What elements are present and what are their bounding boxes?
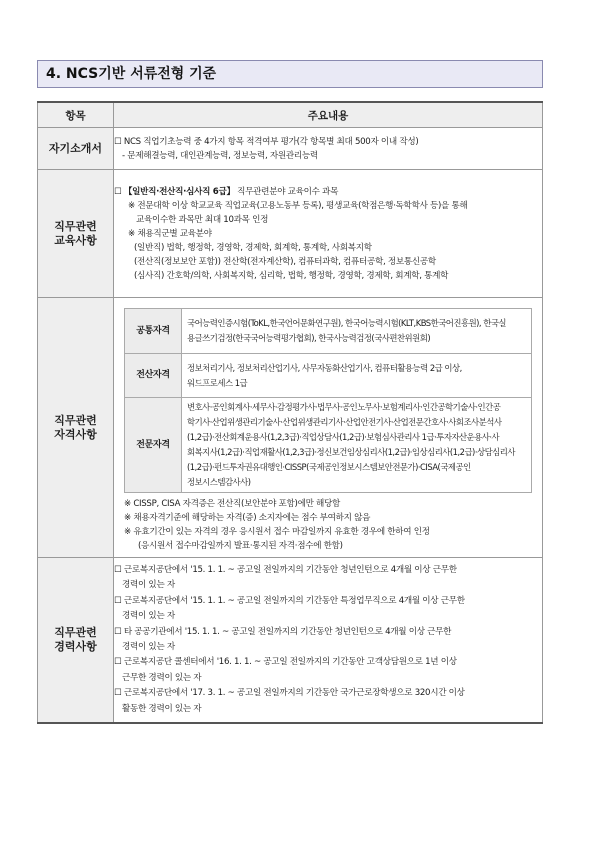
note-line: (응시원서 접수마감일까지 발표·통지된 자격·점수에 한함) [138,541,343,551]
text-line: ☐ 근로복지공단에서 '17. 3. 1. ~ 공고일 전일까지의 기간동안 국가근로장학생으로 320시간 이상 [114,688,465,699]
text-line: (1,2급)·전산회계운용사(1,2,3급)·직업상담사(1,2급)·보험심사관리사 1급·투자자산운용사·사 [187,432,500,442]
text-line: 정보시스템감사사) [187,477,251,487]
table-header-row [38,102,543,128]
label-line: 직무관련 [54,219,97,233]
label-line: 교육사항 [54,233,97,247]
text-line: 회복지사(1,2급)·직업재활사(1,2,3급)·정신보건임상심리사(1,2급)·임상심리사(1,2급)·상담심리사 [187,447,515,457]
text-line: ☐ NCS 직업기초능력 중 4가지 항목 적격여부 평가(각 항목별 최대 500자 이내 작성) [114,136,419,147]
row-self-intro [38,128,543,170]
label-line: 경력사항 [54,640,97,654]
cell-professional [182,398,532,493]
cell-it [182,354,532,398]
subrow-professional [125,398,532,493]
section-title: 4. NCS기반 서류전형 기준 [37,60,543,88]
text-line: ☐ 근로복지공단 콜센터에서 '16. 1. 1. ~ 공고일 전일까지의 기간동안 고객상담원으로 1년 이상 [114,657,457,668]
text-line: ☐ 근로복지공단에서 '15. 1. 1. ~ 공고일 전일까지의 기간동안 청년인턴으로 4개월 이상 근무한 [114,565,457,575]
row-experience [38,558,543,724]
label-professional: 전문자격 [125,398,182,493]
text-line: ※ 채용직군별 교육분야 [128,228,212,239]
note-line: ※ CISSP, CISA 자격증은 전산직(보안분야 포함)에만 해당함 [124,499,341,509]
job-group-heading: 【일반직·전산직·심사직 6급】 [123,186,235,197]
label-it: 전산자격 [125,354,182,398]
text-line: ※ 전문대학 이상 학교교육 직업교육(고용노동부 등록), 평생교육(학점은행·독학학사 등)을 통해 [128,200,468,211]
note-line: ※ 유효기간이 있는 자격의 경우 응시원서 접수 마감일까지 유효한 경우에 한하여 인정 [124,527,430,537]
text-line: ☐ 타 공공기관에서 '15. 1. 1. ~ 공고일 전일까지의 기간동안 청년인턴으로 4개월 이상 근무한 [114,626,452,637]
content-self-intro [114,128,543,170]
text-line: 근무한 경력이 있는 자 [122,672,202,683]
header-item: 항목 [38,102,114,128]
header-content: 주요내용 [114,102,543,128]
text-line: 경력이 있는 자 [122,611,175,622]
text-line: 경력이 있는 자 [122,580,175,591]
criteria-table [37,101,543,724]
text-line: (심사직) 간호학/의학, 사회복지학, 심리학, 법학, 행정학, 경영학, 경제학, 회계학, 통계학 [134,270,449,281]
row-certificates [38,298,543,558]
label-line: 자격사항 [54,427,97,441]
text-line: 용글쓰기검정(한국국어능력평가협회), 한국사능력검정(국사편찬위원회) [187,333,431,343]
content-certificates [114,298,543,558]
subrow-it [125,354,532,398]
text-line: 국어능력인증시험(ToKL,한국언어문화연구원), 한국어능력시험(KLT,KBS한국어진흥원), 한국실 [187,318,507,328]
text-line: 워드프로세스 1급 [187,377,248,388]
text-line: 정보처리기사, 정보처리산업기사, 사무자동화산업기사, 컴퓨터활용능력 2급 이상, [187,362,462,373]
text-line [114,185,542,199]
checkbox-glyph: ☐ [114,186,124,197]
label-line: 직무관련 [54,413,97,427]
row-education [38,170,543,298]
content-education [114,170,543,298]
content-experience [114,558,543,724]
subrow-common [125,309,532,354]
label-experience [38,558,114,724]
text-line: 변호사·공인회계사·세무사·감정평가사·법무사·공인노무사·보험계리사·인간공학기술사·인간공 [187,402,501,412]
note-line: ※ 채용자격기준에 해당하는 자격(증) 소지자에는 점수 부여하지 않음 [124,513,371,523]
certificate-subtable [124,308,532,493]
label-common: 공통자격 [125,309,182,354]
text-line: (1,2급)·펀드투자권유대행인·CISSP(국제공인정보시스템보안전문가)·CISA(국제공인 [187,462,471,472]
text-line: 교육이수한 과목만 최대 10과목 인정 [136,214,269,225]
text-span: 직무관련분야 교육이수 과목 [234,186,339,197]
text-line: 경력이 있는 자 [122,642,175,653]
label-self-intro: 자기소개서 [38,128,114,170]
text-line: 활동한 경력이 있는 자 [122,703,202,714]
label-certificates [38,298,114,558]
text-line: ☐ 근로복지공단에서 '15. 1. 1. ~ 공고일 전일까지의 기간동안 특정업무직으로 4개월 이상 근무한 [114,595,465,606]
text-line: (전산직(정보보안 포함)) 전산학(전자계산학), 컴퓨터과학, 컴퓨터공학, 정보통신공학 [134,256,436,267]
text-line: (일반직) 법학, 행정학, 경영학, 경제학, 회계학, 통계학, 사회복지학 [134,242,372,253]
label-education [38,170,114,298]
cell-common [182,309,532,354]
label-line: 직무관련 [54,626,97,640]
text-line: - 문제해결능력, 대인관계능력, 정보능력, 자원관리능력 [122,150,318,161]
text-line: 학기사·산업위생관리기술사·산업위생관리기사·산업안전기사·산업전문간호사·사회조사분석사 [187,417,502,427]
